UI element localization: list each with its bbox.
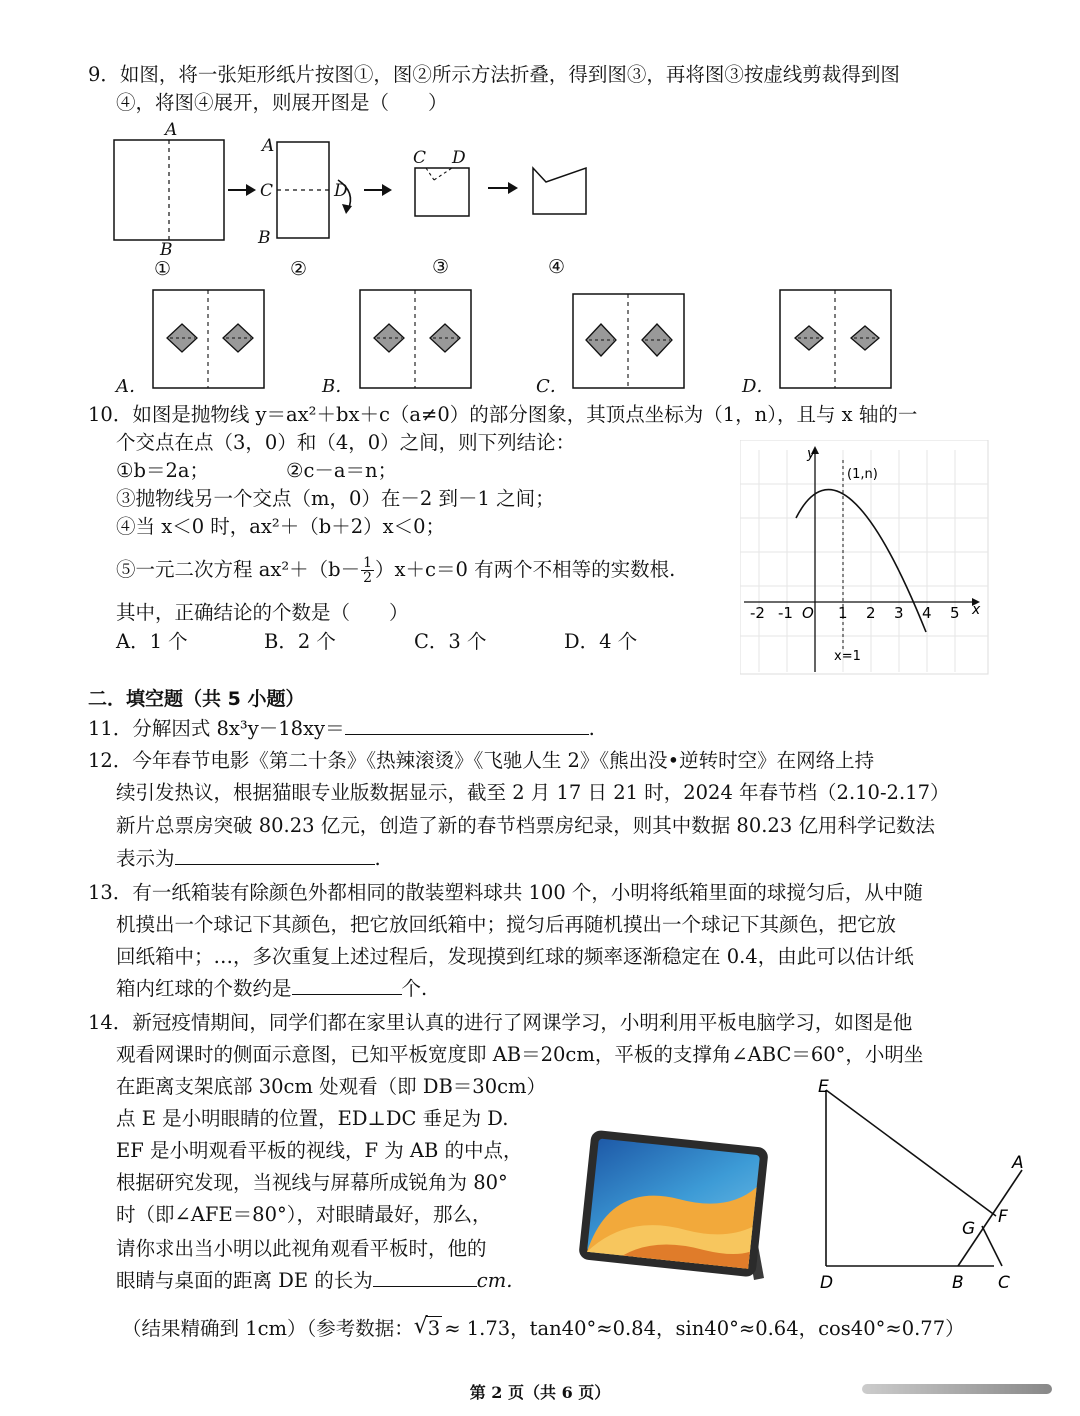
sqrt-argument: 3	[427, 1317, 441, 1340]
q10-choice-C[interactable]: C．3 个	[414, 630, 487, 653]
q10-ask: 其中，正确结论的个数是（ ）	[116, 601, 409, 624]
fig2-label-C: C	[260, 181, 274, 201]
x-axis-label: x	[972, 602, 981, 618]
fig3-rect	[415, 168, 469, 216]
q9-option-D[interactable]: D．	[742, 376, 775, 397]
fig4-shape	[533, 168, 586, 214]
fig3-label-C: C	[413, 148, 427, 168]
q14-line9-text: 眼睛与桌面的距离 DE 的长为	[116, 1269, 373, 1292]
q11-text: 11．分解因式 8x³y－18xy＝	[88, 717, 345, 740]
q14-line4: 点 E 是小明眼睛的位置，ED⊥DC 垂足为 D.	[116, 1107, 509, 1130]
q14-answer-blank[interactable]	[373, 1268, 477, 1287]
page-footer: 第 2 页（共 6 页）	[469, 1383, 611, 1402]
q10-conclusion-1: ①b＝2a；	[116, 459, 209, 482]
point-D-label: D	[820, 1273, 834, 1293]
q11-end: .	[588, 717, 595, 740]
fig2-label-B: B	[258, 228, 271, 248]
q10-choice-D[interactable]: D．4 个	[564, 630, 638, 653]
q13-line4-text: 箱内红球的个数约是	[116, 977, 292, 1000]
q14-geometry-figure	[806, 1076, 1046, 1296]
tick-label: 2	[866, 604, 876, 622]
q13-answer-blank[interactable]	[292, 976, 402, 995]
q9-option-figures	[140, 286, 910, 396]
q14-line3: 在距离支架底部 30cm 处观看（即 DB＝30cm）	[116, 1075, 547, 1098]
point-G-label: G	[962, 1219, 976, 1239]
curved-arrow-icon	[342, 204, 352, 214]
q10-conclusion-3: ③抛物线另一个交点（m，0）在－2 到－1 之间；	[116, 487, 555, 510]
scrollbar[interactable]	[862, 1384, 1052, 1394]
q12-answer-blank[interactable]	[175, 846, 375, 865]
vertex-label: (1,n)	[847, 467, 878, 482]
q14-line1: 14．新冠疫情期间，同学们都在家里认真的进行了网课学习，小明利用平板电脑学习，如图是他	[88, 1011, 913, 1034]
q14-note	[122, 1316, 965, 1342]
segment-GC	[982, 1226, 1002, 1266]
fig1-label-B: B	[160, 240, 173, 260]
q10-c5-pre: ⑤一元二次方程 ax²＋（b－	[116, 558, 361, 581]
q9-option-B[interactable]: B．	[322, 376, 354, 397]
q10-parabola-graph	[740, 440, 990, 676]
q13-line3: 回纸箱中；…，多次重复上述过程后，发现摸到红球的频率逐渐稳定在 0.4，由此可以估计纸	[116, 945, 914, 968]
q10-c5-post: ）x＋c＝0 有两个不相等的实数根.	[375, 558, 676, 581]
q10-line1: 10．如图是抛物线 y＝ax²＋bx＋c（a≠0）的部分图象，其顶点坐标为（1，n），且与 x 轴的一	[88, 403, 918, 426]
origin-label: O	[802, 604, 814, 622]
option-A-figure	[153, 290, 264, 388]
option-B-figure	[360, 290, 471, 388]
q11-answer-blank[interactable]	[345, 716, 589, 735]
q13-line4	[116, 976, 427, 1002]
fig3-label-D: D	[452, 148, 466, 168]
tick-label: 3	[894, 604, 904, 622]
q10-line2: 个交点在点（3，0）和（4，0）之间，则下列结论：	[116, 431, 576, 454]
arrow-icon	[508, 182, 518, 194]
q14-line9	[116, 1268, 512, 1294]
q9-fold-figures	[100, 118, 620, 248]
tick-label: -2	[750, 604, 765, 622]
q10-conclusion-2: ②c－a＝n；	[286, 459, 398, 482]
fig1-label-A: A	[165, 120, 178, 140]
q11	[88, 716, 595, 742]
q13-line1: 13．有一纸箱装有除颜色外都相同的散装塑料球共 100 个，小明将纸箱里面的球搅匀后，从中随	[88, 881, 923, 904]
q14-line6: 根据研究发现，当视线与屏幕所成锐角为 80°	[116, 1171, 508, 1194]
tick-label: 5	[950, 604, 960, 622]
sqrt-symbol: √ 3	[413, 1314, 441, 1340]
point-A-label: A	[1012, 1153, 1024, 1173]
option-D-figure	[780, 290, 891, 388]
q13-end: 个.	[401, 977, 428, 1000]
q10-choice-A[interactable]: A．1 个	[116, 630, 188, 653]
fig4-number: ④	[548, 256, 566, 278]
point-E-label: E	[818, 1077, 829, 1097]
fraction-half	[361, 556, 374, 585]
q9-line2: ④，将图④展开，则展开图是（ ）	[116, 91, 448, 114]
q10-choice-B[interactable]: B．2 个	[264, 630, 336, 653]
q12-line4	[116, 846, 381, 872]
tick-label: -1	[778, 604, 793, 622]
point-F-label: F	[998, 1207, 1008, 1227]
option-C-figure	[573, 294, 684, 388]
q14-end: cm.	[476, 1269, 513, 1292]
q13-line2: 机摸出一个球记下其颜色，把它放回纸箱中；搅匀后再随机摸出一个球记下其颜色，把它放	[116, 913, 897, 936]
q9-option-A[interactable]: A．	[116, 376, 147, 397]
fig2-number: ②	[290, 258, 308, 280]
q14-line2: 观看网课时的侧面示意图，已知平板宽度即 AB＝20cm，平板的支撑角∠ABC＝60°，小明坐	[116, 1043, 924, 1066]
fig1-number: ①	[154, 258, 172, 280]
q14-note-pre: （结果精确到 1cm）（参考数据：	[122, 1317, 414, 1340]
q10-conclusion-4: ④当 x＜0 时，ax²＋（b＋2）x＜0；	[116, 515, 446, 538]
fig2-label-D: D	[334, 181, 348, 201]
tick-label: 4	[922, 604, 932, 622]
q9-option-C[interactable]: C．	[536, 376, 568, 397]
q12-end: .	[374, 847, 381, 870]
q14-note-post: ≈ 1.73，tan40°≈0.84，sin40°≈0.64，cos40°≈0.77）	[444, 1317, 965, 1340]
arrow-icon	[382, 184, 392, 196]
fig3-number: ③	[432, 256, 450, 278]
q14-line7: 时（即∠AFE＝80°），对眼睛最好，那么，	[116, 1203, 492, 1226]
point-B-label: B	[952, 1273, 964, 1293]
q14-line5: EF 是小明观看平板的视线，F 为 AB 的中点，	[116, 1139, 523, 1162]
fraction-denominator: 2	[363, 570, 373, 586]
arrow-icon	[246, 184, 256, 196]
q9-line1: 9．如图，将一张矩形纸片按图①，图②所示方法折叠，得到图③，再将图③按虚线剪裁得到图	[88, 63, 900, 86]
tablet-image	[568, 1128, 778, 1288]
q12-line4-text: 表示为	[116, 847, 175, 870]
point-C-label: C	[998, 1273, 1010, 1293]
q12-line2: 续引发热议，根据猫眼专业版数据显示，截至 2 月 17 日 21 时，2024 年春节档（2.10-2.17）	[116, 781, 950, 804]
q12-line3: 新片总票房突破 80.23 亿元，创造了新的春节档票房纪录，则其中数据 80.23 亿用科学记数法	[116, 814, 935, 837]
y-axis-label: y	[807, 446, 816, 462]
q12-line1: 12．今年春节电影《第二十条》《热辣滚烫》《飞驰人生 2》《熊出没•逆转时空》在网络上持	[88, 749, 875, 772]
symmetry-label: x=1	[834, 649, 861, 664]
section-title: 二．填空题（共 5 小题）	[88, 688, 305, 710]
segment-BA	[958, 1170, 1022, 1266]
segment-EF	[826, 1090, 996, 1216]
tick-label: 1	[838, 604, 848, 622]
q10-conclusion-5	[116, 556, 675, 585]
q14-line8: 请你求出当小明以此视角观看平板时，他的	[116, 1237, 487, 1260]
fig2-label-A: A	[262, 136, 275, 156]
fraction-numerator: 1	[363, 555, 373, 571]
